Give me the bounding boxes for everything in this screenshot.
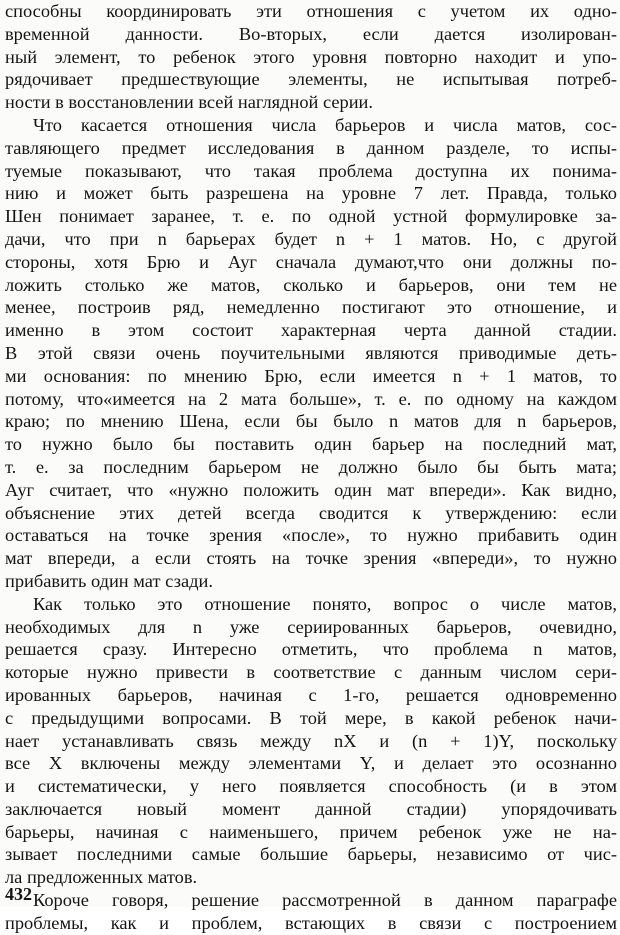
text-line: Что касается отношения числа барьеров и числа матов, сос-	[33, 114, 617, 135]
text-line: способны координировать эти отношения с учетом их одно-	[5, 1, 617, 21]
text-line: заключается новый момент данной стадии) упорядочивать	[5, 798, 617, 819]
text-line: оставаться на точке зрения «после», то нужно прибавить один	[5, 525, 617, 546]
text-line: мат впереди, а если стоять на точке зрения «впереди», то нужно	[5, 548, 617, 569]
text-line: Короче говоря, решение рассмотренной в данном параграфе	[33, 890, 617, 911]
text-line: В этой связи очень поучительными являются приводимые деть-	[5, 342, 617, 363]
text-line: нает устанавливать связь между nX и (n + 1)Y, поскольку	[5, 730, 617, 751]
text-line: прибавить один мат сзади.	[5, 570, 213, 591]
paragraph-4	[5, 889, 617, 935]
text-line: тавляющего предмет исследования в данном разделе, то испы-	[5, 137, 617, 158]
text-line: ла предложенных матов.	[5, 867, 198, 888]
text-line: потому, что«имеется на 2 мата больше», т. е. по одному на каждом	[5, 388, 617, 409]
text-line: которые нужно привести в соответствие с данным числом сери-	[5, 662, 617, 683]
text-line: Ауг считает, что «нужно положить один мат впереди». Как видно,	[5, 479, 617, 500]
text-line: менее, построив ряд, немедленно постигают это отношение, и	[5, 297, 617, 318]
body-text	[5, 0, 617, 935]
text-line: барьеры, начиная с наименьшего, причем ребенок уже не на-	[5, 821, 617, 842]
text-line: именно в этом состоит характерная черта данной стадии.	[5, 320, 617, 341]
text-line: т. е. за последним барьером не должно было бы быть мата;	[5, 456, 617, 477]
text-line: нию и может быть разрешена на уровне 7 лет. Правда, только	[5, 183, 617, 204]
text-line: объяснение этих детей всегда сводится к утверждению: если	[5, 502, 617, 523]
text-line: стороны, хотя Брю и Ауг сначала думают,что они должны по-	[5, 251, 617, 272]
text-line: ированных барьеров, начиная с 1-го, решается одновременно	[5, 684, 617, 705]
text-line: и систематически, у него появляется способность (и в этом	[5, 776, 617, 797]
page-number: 432	[5, 884, 32, 904]
text-line: то нужно было бы поставить один барьер на последний мат,	[5, 434, 617, 455]
text-line: зывает последними самые большие барьеры, независимо от чис-	[5, 844, 617, 865]
text-line: рядочивает предшествующие элементы, не испытывая потреб-	[5, 69, 617, 90]
text-line: ный элемент, то ребенок этого уровня повторно находит и упо-	[5, 46, 617, 67]
text-line: с предыдущими вопросами. В той мере, в какой ребенок начи-	[5, 707, 617, 728]
text-line: ности в восстановлении всей наглядной серии.	[5, 92, 373, 113]
text-line: все X включены между элементами Y, и делает это осознанно	[5, 753, 617, 774]
text-line: туемые показывают, что такая проблема доступна их понима-	[5, 160, 617, 181]
text-line: необходимых для n уже сериированных барьеров, очевидно,	[5, 616, 617, 637]
paragraph-3	[5, 593, 617, 889]
text-line: Как только это отношение понято, вопрос о числе матов,	[33, 593, 617, 614]
paragraph-1	[5, 0, 617, 114]
text-line: краю; по мнению Шена, если бы было n матов для n барьеров,	[5, 411, 617, 432]
text-line: проблемы, как и проблем, встающих в связи с построением	[5, 912, 617, 933]
paragraph-2	[5, 114, 617, 593]
text-line: временной данности. Во-вторых, если дается изолирован-	[5, 23, 617, 44]
text-line: ми основания: по мнению Брю, если имеется n + 1 матов, то	[5, 365, 617, 386]
text-line: ложить столько же матов, сколько и барьеров, они тем не	[5, 274, 617, 295]
text-line: решается сразу. Интересно отметить, что проблема n матов,	[5, 639, 617, 660]
text-line: Шен понимает заранее, т. е. по одной устной формулировке за-	[5, 206, 617, 227]
text-line: дачи, что при n барьерах будет n + 1 матов. Но, с другой	[5, 228, 617, 249]
